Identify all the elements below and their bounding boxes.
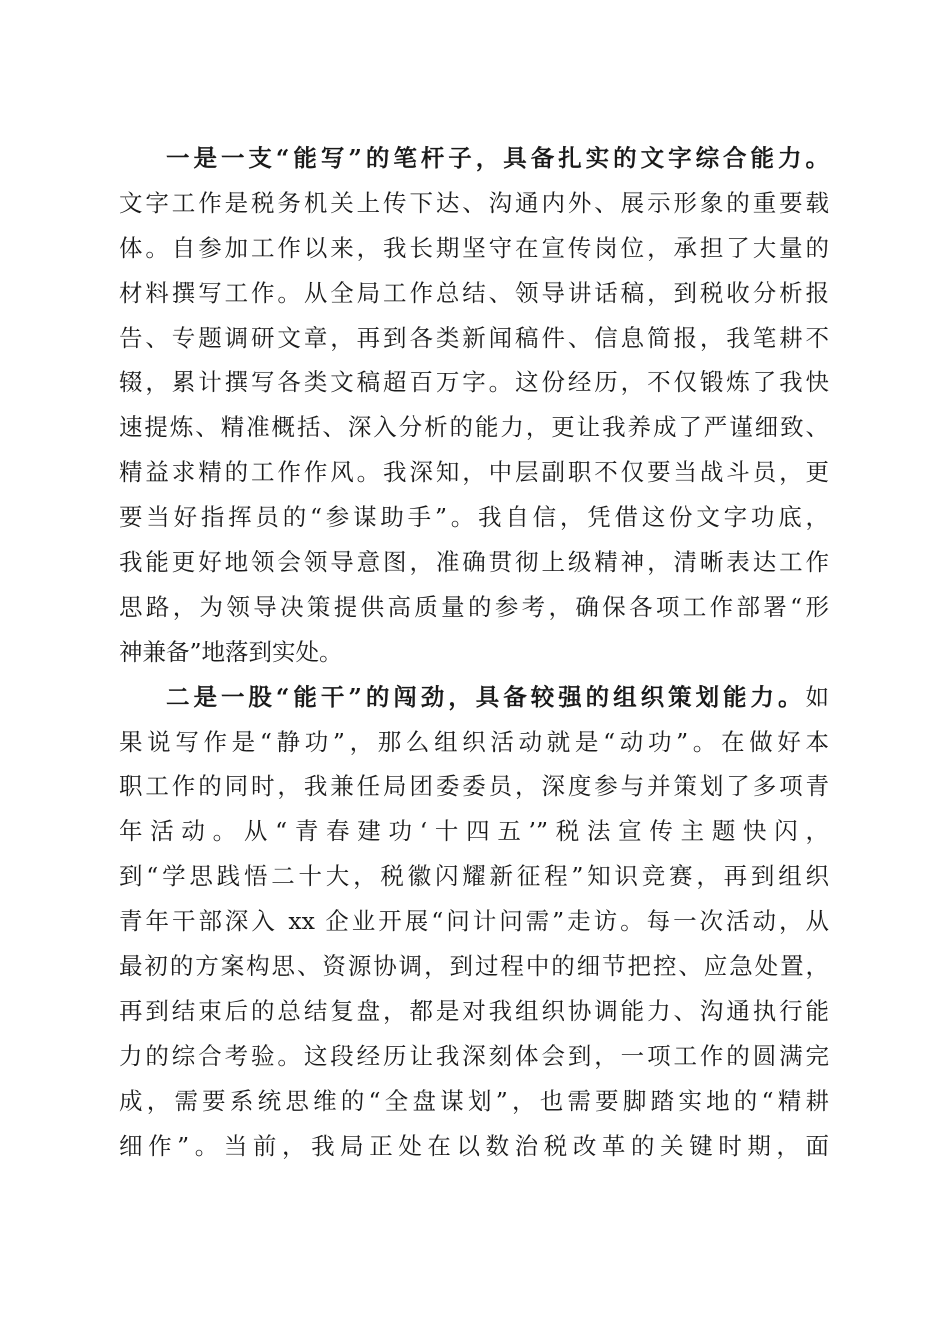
paragraph-1-line-10: 思路，为领导决策提供高质量的参考，确保各项工作部署“形 <box>119 592 829 621</box>
paragraph-2-line-7: 再到结束后的总结复盘，都是对我组织协调能力、沟通执行能 <box>119 996 829 1025</box>
paragraph-2-line-1: 果说写作是“静功”，那么组织活动就是“动功”。在做好本 <box>119 727 829 756</box>
paragraph-2-line-8: 力的综合考验。这段经历让我深刻体会到，一项工作的圆满完 <box>119 1041 829 1070</box>
paragraph-1-heading-line <box>119 136 829 181</box>
paragraph-1-line-2: 体。自参加工作以来，我长期坚守在宣传岗位，承担了大量的 <box>119 233 829 262</box>
paragraph-1-line-4: 告、专题调研文章，再到各类新闻稿件、信息简报，我笔耕不 <box>119 323 829 352</box>
paragraph-1-line-8: 要当好指挥员的“参谋助手”。我自信，凭借这份文字功底， <box>119 503 829 532</box>
paragraph-2-line-10: 细作”。当前，我局正处在以数治税改革的关键时期，面 <box>119 1131 829 1160</box>
paragraph-2-line-3: 年活动。从“青春建功‘十四五’”税法宣传主题快闪， <box>119 817 829 846</box>
paragraph-1-lead: 一是一支“能写”的笔杆子，具备扎实的文字综合能力。 <box>166 144 829 172</box>
paragraph-2-lead-tail: 如 <box>805 682 829 711</box>
paragraph-2-heading-line <box>119 675 829 720</box>
paragraph-2-line-4: 到“学思践悟二十大，税徽闪耀新征程”知识竞赛，再到组织 <box>119 862 829 891</box>
paragraph-1-line-1: 文字工作是税务机关上传下达、沟通内外、展示形象的重要载 <box>119 188 829 217</box>
paragraph-1-line-5: 辍，累计撰写各类文稿超百万字。这份经历，不仅锻炼了我快 <box>119 368 829 397</box>
paragraph-2-line-6: 最初的方案构思、资源协调，到过程中的细节把控、应急处置， <box>119 952 829 981</box>
paragraph-1-line-6: 速提炼、精准概括、深入分析的能力，更让我养成了严谨细致、 <box>119 413 829 442</box>
paragraph-1-line-7: 精益求精的工作作风。我深知，中层副职不仅要当战斗员，更 <box>119 458 829 487</box>
paragraph-2-line-2: 职工作的同时，我兼任局团委委员，深度参与并策划了多项青 <box>119 772 829 801</box>
paragraph-1-line-11: 神兼备”地落到实处。 <box>119 637 343 666</box>
paragraph-2-lead: 二是一股“能干”的闯劲，具备较强的组织策划能力。 <box>166 682 806 711</box>
paragraph-1-line-3: 材料撰写工作。从全局工作总结、领导讲话稿，到税收分析报 <box>119 278 829 307</box>
paragraph-2-line-5: 青年干部深入 xx 企业开展“问计问需”走访。每一次活动，从 <box>119 907 829 936</box>
paragraph-2-line-9: 成，需要系统思维的“全盘谋划”，也需要脚踏实地的“精耕 <box>119 1086 829 1115</box>
paragraph-1-line-9: 我能更好地领会领导意图，准确贯彻上级精神，清晰表达工作 <box>119 548 829 577</box>
document-body <box>119 136 829 1168</box>
